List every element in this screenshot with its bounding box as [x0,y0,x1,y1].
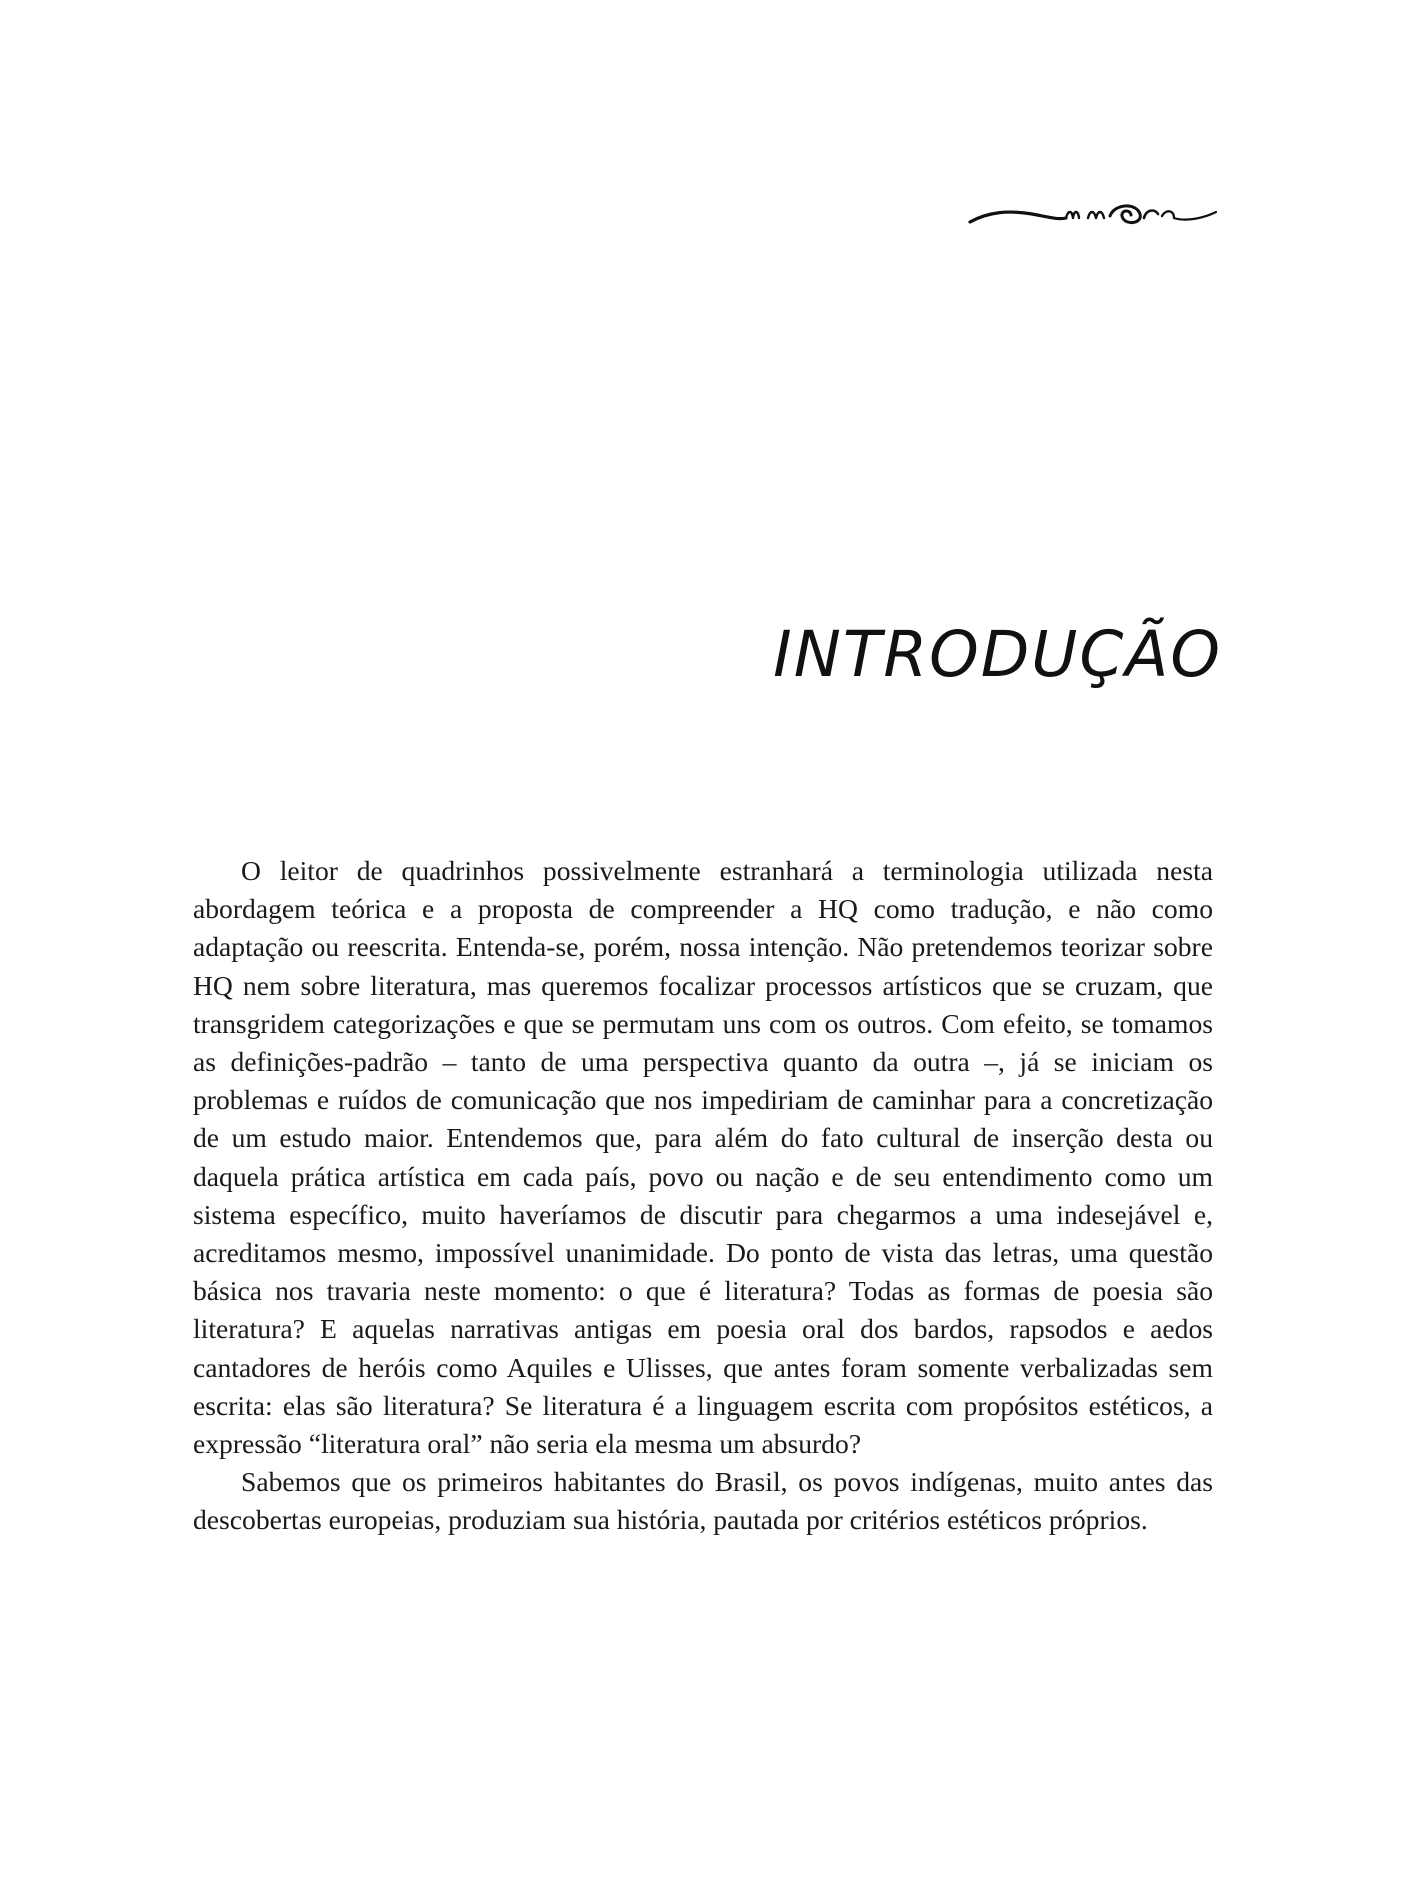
body-text [193,852,1213,1540]
chapter-title: INTRODUÇÃO [773,618,1222,691]
flourish-ornament-icon [968,196,1220,236]
paragraph: O leitor de quadrinhos possivelmente estranhará a terminologia utilizada nesta abordagem teórica e a proposta de compreender a HQ como tradução, e não como adaptação ou reescrita. Entenda-se, porém, nossa intenção. Não pretendemos teorizar sobre HQ nem sobre literatura, mas queremos focalizar processos artísticos que se cruzam, que transgridem categorizações e que se permutam uns com os outros. Com efeito, se tomamos as definições-padrão – tanto de uma perspectiva quanto da outra –, já se iniciam os problemas e ruídos de comunicação que nos impediriam de caminhar para a concretização de um estudo maior. Entendemos que, para além do fato cultural de inserção desta ou daquela prática artística em cada país, povo ou nação e de seu entendimento como um sistema específico, muito haveríamos de discutir para chegarmos a uma indesejável e, acreditamos mesmo, impossível unanimidade. Do ponto de vista das letras, uma questão básica nos travaria neste momento: o que é literatura? Todas as formas de poesia são literatura? E aquelas narrativas antigas em poesia oral dos bardos, rapsodos e aedos cantadores de heróis como Aquiles e Ulisses, que antes foram somente verbalizadas sem escrita: elas são literatura? Se literatura é a linguagem escrita com propósitos estéticos, a expressão “literatura oral” não seria ela mesma um absurdo? [193,855,1213,1460]
paragraph: Sabemos que os primeiros habitantes do Brasil, os povos indígenas, muito antes das descobertas europeias, produziam sua história, pautada por critérios estéticos próprios. [193,1466,1213,1536]
